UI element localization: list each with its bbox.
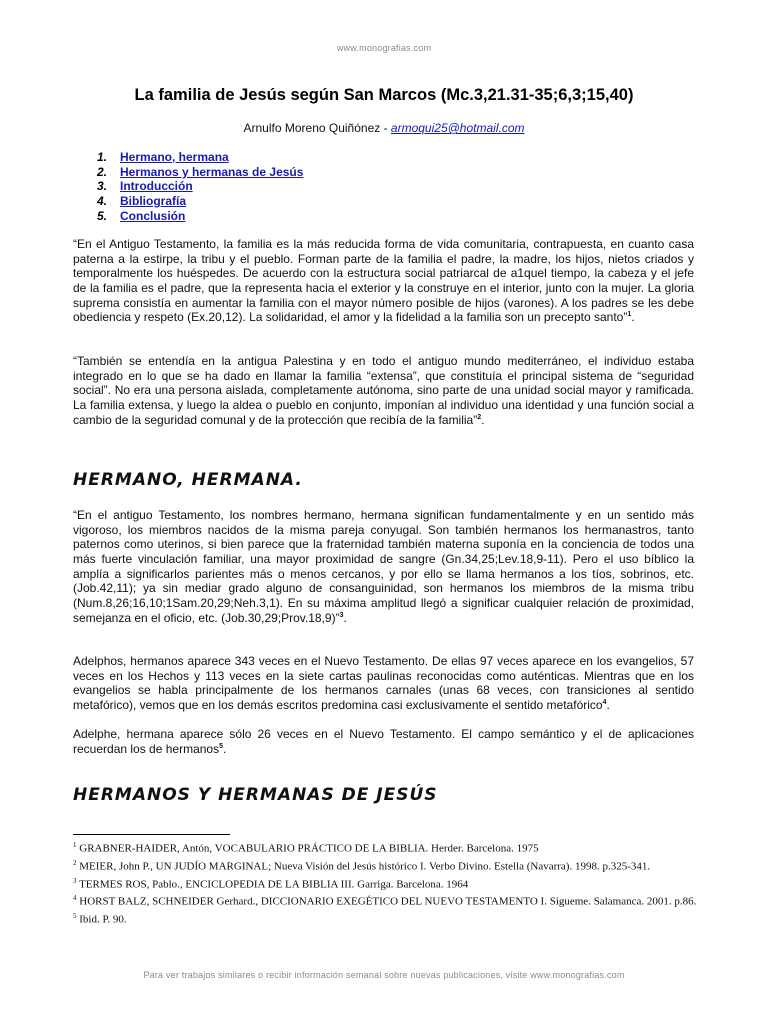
footnote-text: MEIER, John P., UN JUDÍO MARGINAL; Nueva Visión del Jesús histórico I. Verbo Divino. Estella (Navarra). 1998. p.325-341.	[79, 860, 651, 873]
toc-link-hermanos-jesus[interactable]: Hermanos y hermanas de Jesús	[120, 164, 304, 179]
footnote-item	[73, 909, 703, 927]
footnote-ref[interactable]: 3	[339, 611, 344, 619]
document-title: La familia de Jesús según San Marcos (Mc.3,21.31-35;6,3;15,40)	[134, 86, 634, 104]
toc-number: 3.	[97, 179, 108, 194]
paragraph-family-old-testament: “En el Antiguo Testamento, la familia es la más reducida forma de vida comunitaria, contrapuesta, en cuanto casa paterna a la estirpe, la tribu y el pueblo. Forman parte de la familia el padre, la madre, los hijos, nietos criados y temporalmente los huéspedes. De acuerdo con la estructura social patriarcal de a1quel tiempo, la cabeza y el jefe de la familia es el padre, que la representa hacia el exterior y la construye en el interior, junto con la mujer. La gloria suprema consistía en aumentar la familia con el mayor número posible de hijos (varones). A los padres se les debe obediencia y respeto (Ex.20,12). La solidaridad, el amor y la fidelidad a la familia son un precepto santo”$^1$.	[73, 237, 694, 325]
toc-item	[97, 150, 303, 165]
footnote-number: 2	[73, 858, 77, 867]
table-of-contents	[97, 150, 303, 224]
toc-number: 2.	[97, 164, 108, 179]
paragraph-brother-meaning: “En el antiguo Testamento, los nombres hermano, hermana significan fundamentalmente y en un sentido más vigoroso, los miembros nacidos de la misma pareja conyugal. Son también hermanos los hermanastros, tanto paternos como uterinos, si bien parece que la fraternidad también materna suponía en la conciencia de todos una más fuerte vinculación familiar, una mayor proximidad de sangre (Gn.34,25;Lev.18,9-11). Pero el uso bíblico la amplía a significarlos parientes más o menos cercanos, y por ello se llama hermanos a los tíos, sobrinos, etc. (Job.42,11); ya sin mediar grado alguno de consanguinidad, son hermanos los miembros de la misma tribu (Num.8,26;16,10;1Sam.20,29;Neh.3,1). En su máxima amplitud llegó a significar cualquier relación de proximidad, semejanza en el oficio, etc. (Job.30,29;Prov.18,9)”$^3$.	[73, 508, 694, 625]
toc-link-introduccion[interactable]: Introducción	[120, 179, 193, 194]
footnote-ref[interactable]: 4	[602, 698, 607, 706]
toc-item	[97, 179, 303, 194]
toc-item	[97, 165, 303, 180]
footnote-item	[73, 874, 703, 892]
section-heading-hermano-hermana: HERMANO, HERMANA.	[73, 470, 303, 490]
footnote-text: TERMES ROS, Pablo., ENCICLOPEDIA DE LA BIBLIA III. Garriga. Barcelona. 1964	[79, 878, 469, 891]
section-heading-hermanos-jesus: HERMANOS Y HERMANAS DE JESÚS	[73, 785, 438, 805]
footnote-item	[73, 856, 703, 874]
paragraph-text: Adelphos, hermanos aparece 343 veces en el Nuevo Testamento. De ellas 97 veces aparece en los evangelios, 57 veces en los Hechos y 113 veces en la siete cartas paulinas reconocidas como auténticas. Mientras que en los evangelios se habla principalmente de los hermanos carnales (unas 68 veces, con transiciones al sentido metafórico), vemos que en los demás escritos predomina casi exclusivamente el sentido metafórico	[73, 654, 694, 712]
paragraph-text: “En el antiguo Testamento, los nombres hermano, hermana significan fundamentalmente y en un sentido más vigoroso, los miembros nacidos de la misma pareja conyugal. Son también hermanos los hermanastros, tanto paternos como uterinos, si bien parece que la fraternidad también materna suponía en la conciencia de todos una más fuerte vinculación familiar, una mayor proximidad de sangre (Gn.34,25;Lev.18,9-11). Pero el uso bíblico la amplía a significarlos parientes más o menos cercanos, y por ello se llama hermanos a los tíos, sobrinos, etc. (Job.42,11); ya sin mediar grado alguno de consanguinidad, son hermanos los miembros de la misma tribu (Num.8,26;16,10;1Sam.20,29;Neh.3,1). En su máxima amplitud llegó a significar cualquier relación de proximidad, semejanza en el oficio, etc. (Job.30,29;Prov.18,9)”	[73, 508, 694, 625]
footnote-text: HORST BALZ, SCHNEIDER Gerhard., DICCIONARIO EXEGÉTICO DEL NUEVO TESTAMENTO I. Sigueme. Salamanca. 2001. p.86.	[79, 895, 697, 908]
paragraph-adelphos: Adelphos, hermanos aparece 343 veces en el Nuevo Testamento. De ellas 97 veces aparece en los evangelios, 57 veces en los Hechos y 113 veces en la siete cartas paulinas reconocidas como auténticas. Mientras que en los evangelios se habla principalmente de los hermanos carnales (unas 68 veces, con transiciones al sentido metafórico), vemos que en los demás escritos predomina casi exclusivamente el sentido metafórico$^4$.	[73, 654, 694, 712]
footnote-ref[interactable]: 5	[219, 742, 223, 750]
author-line	[60, 121, 708, 135]
footnote-number: 5	[73, 912, 77, 920]
footnote-number: 4	[73, 894, 77, 903]
toc-link-hermano-hermana[interactable]: Hermano, hermana	[120, 150, 229, 164]
toc-item	[97, 194, 303, 209]
paragraph-adelphe: Adelphe, hermana aparece sólo 26 veces en el Nuevo Testamento. El campo semántico y el de aplicaciones recuerdan los de hermanos$^5$.	[73, 727, 694, 756]
toc-link-conclusion[interactable]: Conclusión	[120, 208, 186, 223]
paragraph-text: Adelphe, hermana aparece sólo 26 veces en el Nuevo Testamento. El campo semántico y el de aplicaciones recuerdan los de hermanos	[73, 727, 694, 756]
footnote-text: GRABNER-HAIDER, Antón, VOCABULARIO PRÁCTICO DE LA BIBLIA. Herder. Barcelona. 1975	[79, 842, 539, 855]
author-email-link[interactable]: armoqui25@hotmail.com	[390, 121, 525, 135]
footnote-text: Ibid. P. 90.	[79, 913, 127, 926]
footnote-item	[73, 891, 703, 909]
toc-number: 5.	[97, 208, 108, 223]
site-footer: Para ver trabajos similares o recibir información semanal sobre nuevas publicaciones, visite www.monografias.com	[143, 970, 625, 980]
toc-number: 1.	[97, 150, 108, 164]
site-header: www.monografias.com	[336, 43, 432, 53]
paragraph-text: “También se entendía en la antigua Palestina y en todo el antiguo mundo mediterráneo, el individuo estaba integrado en lo que se ha dado en llamar la familia “extensa”, que constituía el principal sistema de “seguridad social”. No era una persona aislada, completamente autónoma, sino parte de una unidad social mayor y ramificada. La familia extensa, y luego la aldea o pueblo en conjunto, imponían al individuo una identidad y una función social a cambio de la seguridad comunal y de la protección que recibía de la familia”	[73, 354, 694, 427]
footnote-number: 1	[73, 841, 77, 849]
footnote-item	[73, 838, 703, 856]
toc-link-bibliografia[interactable]: Bibliografía	[120, 194, 187, 209]
toc-number: 4.	[97, 194, 108, 209]
toc-item	[97, 209, 303, 224]
footnote-number: 3	[73, 876, 77, 885]
paragraph-palestine-family: “También se entendía en la antigua Palestina y en todo el antiguo mundo mediterráneo, el individuo estaba integrado en lo que se ha dado en llamar la familia “extensa”, que constituía el principal sistema de “seguridad social”. No era una persona aislada, completamente autónoma, sino parte de una unidad social mayor y ramificada. La familia extensa, y luego la aldea o pueblo en conjunto, imponían al individuo una identidad y una función social a cambio de la seguridad comunal y de la protección que recibía de la familia”$^2$.	[73, 354, 694, 427]
footnote-ref[interactable]: 1	[627, 311, 632, 319]
footnote-divider	[73, 834, 230, 835]
footnote-ref[interactable]: 2	[477, 413, 482, 421]
footnotes	[73, 838, 703, 927]
paragraph-text: “En el Antiguo Testamento, la familia es la más reducida forma de vida comunitaria, contrapuesta, en cuanto casa paterna a la estirpe, la tribu y el pueblo. Forman parte de la familia el padre, la madre, los hijos, nietos criados y temporalmente los huéspedes. De acuerdo con la estructura social patriarcal de a1quel tiempo, la cabeza y el jefe de la familia es el padre, que la representa hacia el exterior y la construye en el interior, junto con la mujer. La gloria suprema consistía en aumentar la familia con el mayor número posible de hijos (varones). A los padres se les debe obediencia y respeto (Ex.20,12). La solidaridad, el amor y la fidelidad a la familia son un precepto santo”	[73, 237, 694, 325]
author-name: Arnulfo Moreno Quiñónez -	[243, 121, 391, 135]
